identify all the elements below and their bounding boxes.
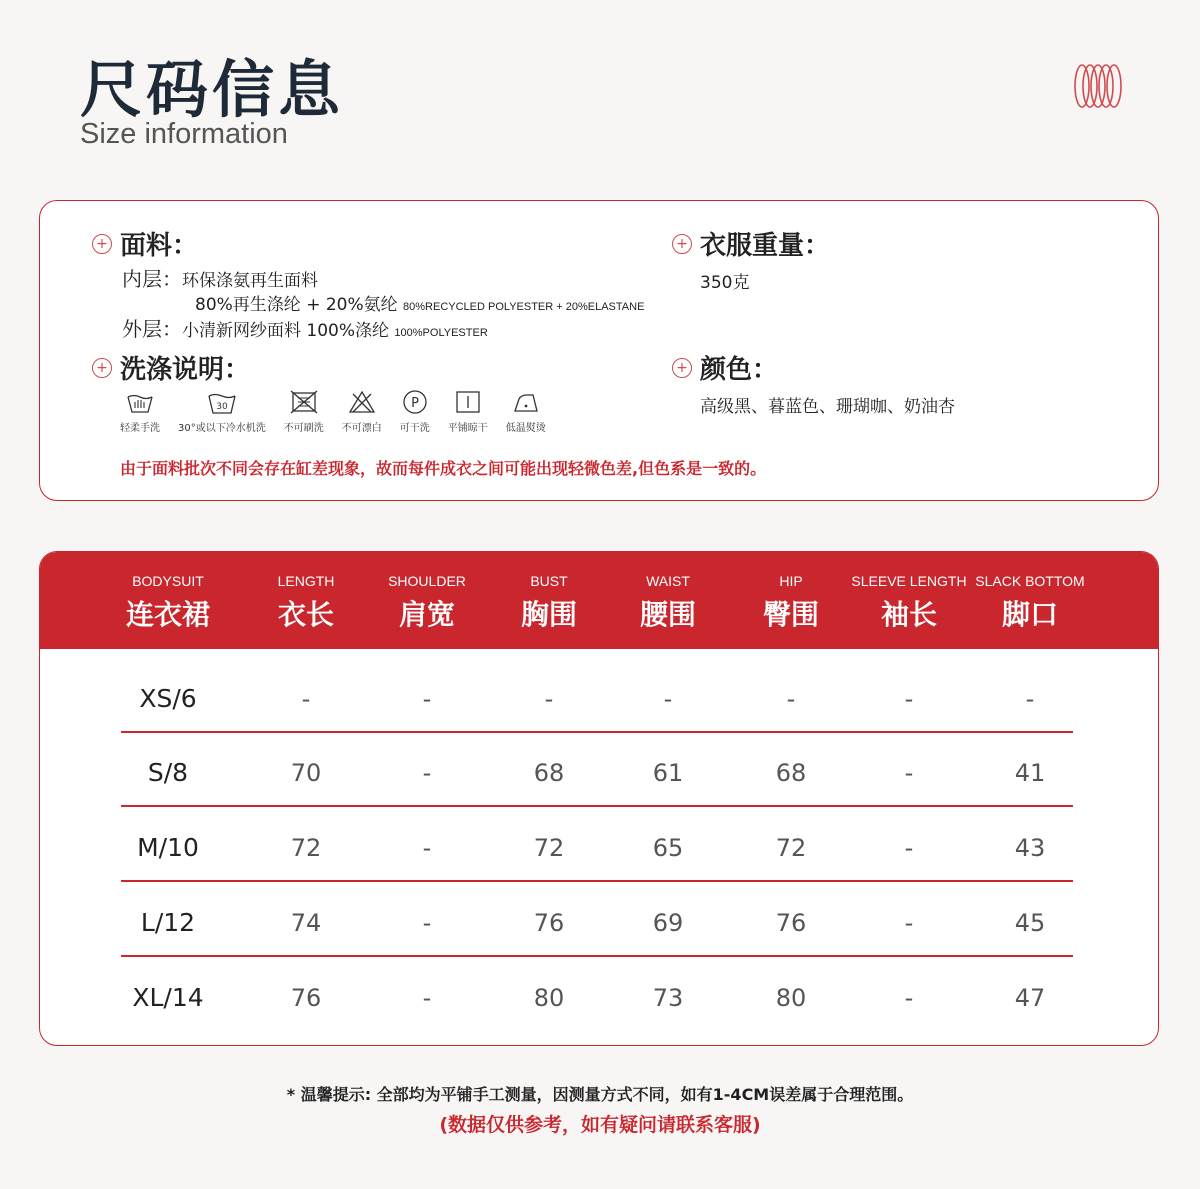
table-cell: 74 — [290, 909, 322, 937]
fabric-title: 面料： — [120, 231, 199, 261]
table-cell: 76 — [290, 984, 322, 1012]
header-waist — [598, 552, 738, 633]
table-cell: - — [904, 685, 914, 713]
table-cell: 80 — [775, 984, 807, 1012]
table-cell: 65 — [652, 834, 684, 862]
contact-note: (数据仅供参考，如有疑问请联系客服) — [439, 1114, 761, 1136]
table-cell: 68 — [533, 759, 565, 787]
weight-heading — [672, 225, 830, 262]
table-cell: - — [544, 685, 554, 713]
table-cell: - — [422, 759, 432, 787]
table-row — [40, 661, 1158, 737]
weight-value: 350克 — [700, 273, 750, 293]
header-bodysuit — [98, 552, 238, 633]
wash-label: 不可刷洗 — [283, 423, 324, 434]
header-slack-bottom — [960, 552, 1100, 633]
wash-icon-row — [120, 389, 564, 434]
no-bleach-icon — [347, 389, 377, 415]
header-en: SHOULDER — [388, 573, 466, 589]
wash-label: 轻柔手洗 — [120, 423, 160, 434]
table-cell: 72 — [290, 834, 322, 862]
color-heading — [672, 349, 778, 386]
row-divider — [121, 805, 1073, 807]
table-cell: 72 — [775, 834, 807, 862]
no-brush-icon — [289, 389, 319, 415]
table-cell: - — [904, 834, 914, 862]
dry-clean-mark: P — [410, 396, 419, 411]
outer-layer-label: 外层： — [122, 317, 182, 341]
page-title: 尺码信息 — [80, 53, 345, 126]
gentle-handwash-icon — [125, 389, 155, 415]
size-label: M/10 — [137, 833, 199, 862]
table-cell: 45 — [1014, 909, 1046, 937]
table-cell: - — [904, 909, 914, 937]
header-zh: 腰围 — [639, 598, 696, 631]
header-en: WAIST — [646, 573, 690, 589]
color-difference-warning: 由于面料批次不同会存在缸差现象，故而每件成衣之间可能出现轻微色差,但色系是一致的。 — [120, 459, 767, 478]
plus-circle-icon: + — [92, 358, 112, 378]
header-length — [236, 552, 376, 633]
header-shoulder — [357, 552, 497, 633]
table-cell: - — [663, 685, 673, 713]
table-cell: 73 — [652, 984, 684, 1012]
header-sleeve-length — [839, 552, 979, 633]
header-en: LENGTH — [277, 573, 335, 589]
table-cell: 47 — [1014, 984, 1046, 1012]
header-zh: 袖长 — [880, 598, 937, 631]
table-cell: - — [1025, 685, 1035, 713]
table-cell: 41 — [1014, 759, 1046, 787]
plus-circle-icon: + — [672, 358, 692, 378]
table-cell: 72 — [533, 834, 565, 862]
wash-item — [284, 389, 324, 434]
flat-dry-shade-icon — [453, 389, 483, 415]
wash-label: 30°或以下冷水机洗 — [178, 423, 266, 434]
plus-circle-icon: + — [672, 234, 692, 254]
inner-layer-value: 环保涤氨再生面料 — [182, 271, 318, 291]
table-cell: 70 — [290, 759, 322, 787]
wash-label: 平铺晾干 — [447, 423, 488, 434]
row-divider — [121, 955, 1073, 957]
table-cell: 76 — [533, 909, 565, 937]
header-en: SLEEVE LENGTH — [851, 573, 967, 589]
inner-layer-label: 内层： — [122, 267, 182, 291]
table-cell: - — [786, 685, 796, 713]
table-cell: 76 — [775, 909, 807, 937]
table-cell: - — [422, 685, 432, 713]
weight-title: 衣服重量： — [700, 231, 831, 261]
outer-layer-line — [122, 313, 488, 342]
page-subtitle: Size information — [80, 118, 288, 150]
size-label: L/12 — [140, 908, 196, 937]
inner-layer-line — [122, 263, 318, 292]
header-zh: 胸围 — [520, 598, 577, 631]
table-cell: - — [422, 834, 432, 862]
plus-circle-icon: + — [92, 234, 112, 254]
low-iron-icon — [511, 389, 541, 415]
header-en: SLACK BOTTOM — [975, 573, 1085, 589]
wash-item — [342, 389, 382, 434]
wash-temp-mark: 30 — [216, 402, 228, 412]
wash-item — [506, 389, 546, 434]
inner-composition-zh: 80%再生涤纶 + 20%氨纶 — [195, 295, 398, 315]
size-table — [39, 551, 1159, 1046]
table-cell: 69 — [652, 909, 684, 937]
table-cell: 61 — [652, 759, 684, 787]
table-cell: - — [422, 984, 432, 1012]
size-label: S/8 — [147, 758, 189, 787]
table-cell: - — [422, 909, 432, 937]
wash-label: 可干洗 — [399, 423, 430, 434]
header-en: BUST — [530, 573, 568, 589]
table-cell: - — [904, 984, 914, 1012]
color-value: 高级黑、暮蓝色、珊瑚咖、奶油杏 — [700, 397, 955, 417]
cold-machine-wash-30-icon — [207, 389, 237, 415]
row-divider — [121, 731, 1073, 733]
dry-clean-p-icon — [400, 389, 430, 415]
header-en: HIP — [779, 573, 803, 589]
fabric-info-panel — [39, 200, 1159, 501]
table-cell: 43 — [1014, 834, 1046, 862]
wash-item — [448, 389, 488, 434]
table-row — [40, 735, 1158, 811]
fabric-heading — [92, 225, 198, 262]
rings-icon — [1072, 60, 1124, 112]
inner-composition — [195, 290, 644, 315]
header-zh: 衣长 — [277, 598, 334, 631]
header-en: BODYSUIT — [132, 573, 204, 589]
color-title: 颜色： — [700, 355, 779, 385]
table-row — [40, 960, 1158, 1036]
table-row — [40, 885, 1158, 961]
header-zh: 脚口 — [1001, 598, 1058, 631]
header-zh: 肩宽 — [398, 598, 455, 631]
row-divider — [121, 880, 1073, 882]
wash-item — [120, 389, 160, 434]
header-zh: 臀围 — [762, 598, 819, 631]
wash-item — [178, 389, 266, 434]
table-row — [40, 810, 1158, 886]
table-cell: 68 — [775, 759, 807, 787]
table-cell: 80 — [533, 984, 565, 1012]
inner-composition-en: 80%RECYCLED POLYESTER + 20%ELASTANE — [403, 301, 645, 313]
outer-layer-value: 小清新网纱面料 100%涤纶 — [182, 321, 390, 341]
outer-composition-en: 100%POLYESTER — [394, 327, 488, 339]
wash-label: 低温熨烫 — [505, 423, 546, 434]
table-cell: - — [301, 685, 311, 713]
header-zh: 连衣裙 — [125, 598, 210, 631]
size-table-header — [40, 552, 1158, 649]
wash-title: 洗涤说明： — [120, 355, 251, 385]
size-label: XS/6 — [139, 684, 197, 713]
wash-item — [400, 389, 430, 434]
wash-heading — [92, 349, 250, 386]
table-cell: - — [904, 759, 914, 787]
measurement-note: * 温馨提示: 全部均为平铺手工测量，因测量方式不同，如有1-4CM误差属于合理范围。 — [286, 1085, 914, 1104]
wash-label: 不可漂白 — [341, 423, 382, 434]
size-label: XL/14 — [132, 983, 204, 1012]
